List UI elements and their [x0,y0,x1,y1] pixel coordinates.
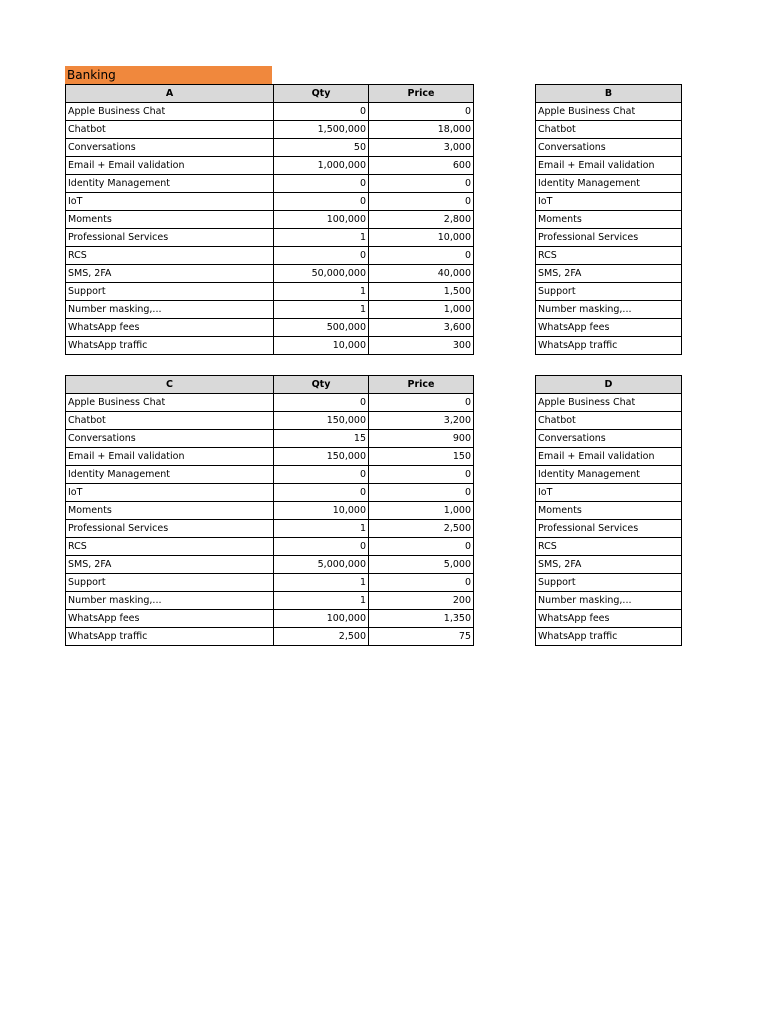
item-cell: Moments [536,211,682,229]
table-row [536,247,682,265]
table-row [66,301,474,319]
qty-cell: 1,500,000 [274,121,369,139]
table-header-row [536,85,682,103]
item-cell: Email + Email validation [536,448,682,466]
item-cell: Support [66,283,274,301]
price-cell: 1,500 [369,283,474,301]
item-cell: WhatsApp fees [536,319,682,337]
table-row [536,103,682,121]
table-row [536,175,682,193]
table-row [66,319,474,337]
table-row [536,502,682,520]
table-row [536,265,682,283]
price-cell: 40,000 [369,265,474,283]
price-cell: 0 [369,538,474,556]
table-row [66,394,474,412]
item-cell: SMS, 2FA [66,556,274,574]
price-cell: 0 [369,466,474,484]
item-cell: Chatbot [536,121,682,139]
table-row [536,520,682,538]
qty-cell: 1,000,000 [274,157,369,175]
price-header: Price [369,376,474,394]
table-row [66,175,474,193]
qty-cell: 0 [274,466,369,484]
item-cell: Number masking,... [536,592,682,610]
table-row [536,538,682,556]
table-row [536,139,682,157]
price-cell: 1,000 [369,502,474,520]
qty-cell: 0 [274,103,369,121]
price-cell: 1,350 [369,610,474,628]
item-cell: Moments [66,211,274,229]
price-cell: 0 [369,193,474,211]
table-row [536,283,682,301]
price-cell: 0 [369,247,474,265]
table-row [66,574,474,592]
item-cell: Moments [536,502,682,520]
price-cell: 3,600 [369,319,474,337]
item-cell: Identity Management [536,175,682,193]
item-cell: Apple Business Chat [66,103,274,121]
table-row [536,556,682,574]
item-cell: Chatbot [66,121,274,139]
qty-cell: 1 [274,301,369,319]
table-row [536,430,682,448]
item-cell: Apple Business Chat [536,394,682,412]
qty-cell: 150,000 [274,448,369,466]
price-cell: 0 [369,175,474,193]
table-row [536,337,682,355]
item-cell: Moments [66,502,274,520]
pricing-table-a [65,84,474,355]
item-cell: WhatsApp traffic [536,337,682,355]
item-cell: Chatbot [66,412,274,430]
table-row [536,394,682,412]
table-row [536,484,682,502]
table-row [66,502,474,520]
table-row [66,628,474,646]
table-row [66,139,474,157]
price-cell: 0 [369,394,474,412]
price-header: Price [369,85,474,103]
price-cell: 600 [369,157,474,175]
pricing-table-c [65,375,474,646]
table-row [536,301,682,319]
table-row [66,229,474,247]
item-cell: RCS [66,538,274,556]
qty-header: Qty [274,85,369,103]
table-row [66,592,474,610]
item-cell: WhatsApp fees [66,319,274,337]
table-row [66,520,474,538]
table-row [66,484,474,502]
table-title: D [536,376,682,394]
qty-cell: 0 [274,484,369,502]
item-cell: WhatsApp fees [536,610,682,628]
table-row [66,412,474,430]
table-row [536,466,682,484]
price-cell: 18,000 [369,121,474,139]
table-row [536,229,682,247]
table-row [536,211,682,229]
table-row [66,193,474,211]
table-row [536,193,682,211]
price-cell: 150 [369,448,474,466]
price-cell: 0 [369,103,474,121]
qty-cell: 1 [274,574,369,592]
table-row [66,448,474,466]
qty-cell: 100,000 [274,610,369,628]
item-cell: Professional Services [536,229,682,247]
qty-cell: 0 [274,247,369,265]
item-cell: WhatsApp fees [66,610,274,628]
item-cell: Conversations [66,430,274,448]
pricing-table-d [535,375,682,646]
item-cell: RCS [536,538,682,556]
item-cell: Number masking,... [66,301,274,319]
table-row [536,610,682,628]
item-cell: Apple Business Chat [536,103,682,121]
qty-cell: 10,000 [274,337,369,355]
price-cell: 75 [369,628,474,646]
item-cell: Professional Services [66,520,274,538]
item-cell: Support [66,574,274,592]
item-cell: Number masking,... [66,592,274,610]
item-cell: RCS [536,247,682,265]
table-row [66,283,474,301]
table-row [536,157,682,175]
qty-cell: 0 [274,193,369,211]
table-row [66,121,474,139]
qty-cell: 10,000 [274,502,369,520]
item-cell: Conversations [66,139,274,157]
item-cell: Professional Services [536,520,682,538]
qty-cell: 1 [274,229,369,247]
qty-cell: 50,000,000 [274,265,369,283]
table-header-row [536,376,682,394]
table-title: B [536,85,682,103]
item-cell: Number masking,... [536,301,682,319]
item-cell: IoT [536,484,682,502]
table-row [536,574,682,592]
item-cell: Chatbot [536,412,682,430]
table-row [66,556,474,574]
item-cell: SMS, 2FA [536,265,682,283]
item-cell: Support [536,283,682,301]
item-cell: WhatsApp traffic [66,628,274,646]
table-row [66,430,474,448]
table-row [536,121,682,139]
qty-cell: 0 [274,175,369,193]
price-cell: 5,000 [369,556,474,574]
item-cell: Conversations [536,430,682,448]
item-cell: SMS, 2FA [66,265,274,283]
item-cell: SMS, 2FA [536,556,682,574]
table-row [66,211,474,229]
qty-cell: 5,000,000 [274,556,369,574]
item-cell: Email + Email validation [536,157,682,175]
qty-header: Qty [274,376,369,394]
table-header-row [66,376,474,394]
item-cell: IoT [66,193,274,211]
qty-cell: 150,000 [274,412,369,430]
table-row [66,466,474,484]
table-title: A [66,85,274,103]
item-cell: Conversations [536,139,682,157]
table-row [536,319,682,337]
price-cell: 300 [369,337,474,355]
item-cell: Professional Services [66,229,274,247]
qty-cell: 0 [274,538,369,556]
qty-cell: 0 [274,394,369,412]
price-cell: 200 [369,592,474,610]
qty-cell: 1 [274,283,369,301]
qty-cell: 15 [274,430,369,448]
qty-cell: 1 [274,520,369,538]
table-row [66,103,474,121]
table-row [536,592,682,610]
item-cell: Support [536,574,682,592]
price-cell: 0 [369,484,474,502]
price-cell: 10,000 [369,229,474,247]
qty-cell: 50 [274,139,369,157]
table-row [66,265,474,283]
table-row [66,247,474,265]
qty-cell: 100,000 [274,211,369,229]
item-cell: WhatsApp traffic [536,628,682,646]
banking-banner: Banking [65,66,272,85]
qty-cell: 500,000 [274,319,369,337]
item-cell: Identity Management [66,175,274,193]
table-row [66,157,474,175]
item-cell: Identity Management [536,466,682,484]
table-row [536,412,682,430]
price-cell: 1,000 [369,301,474,319]
item-cell: Apple Business Chat [66,394,274,412]
item-cell: Identity Management [66,466,274,484]
price-cell: 900 [369,430,474,448]
item-cell: Email + Email validation [66,448,274,466]
price-cell: 3,000 [369,139,474,157]
price-cell: 2,500 [369,520,474,538]
table-row [536,448,682,466]
qty-cell: 1 [274,592,369,610]
item-cell: IoT [536,193,682,211]
item-cell: IoT [66,484,274,502]
table-row [536,628,682,646]
item-cell: Email + Email validation [66,157,274,175]
table-row [66,337,474,355]
table-title: C [66,376,274,394]
item-cell: WhatsApp traffic [66,337,274,355]
table-row [66,538,474,556]
price-cell: 0 [369,574,474,592]
item-cell: RCS [66,247,274,265]
pricing-table-b [535,84,682,355]
price-cell: 2,800 [369,211,474,229]
qty-cell: 2,500 [274,628,369,646]
price-cell: 3,200 [369,412,474,430]
table-row [66,610,474,628]
table-header-row [66,85,474,103]
